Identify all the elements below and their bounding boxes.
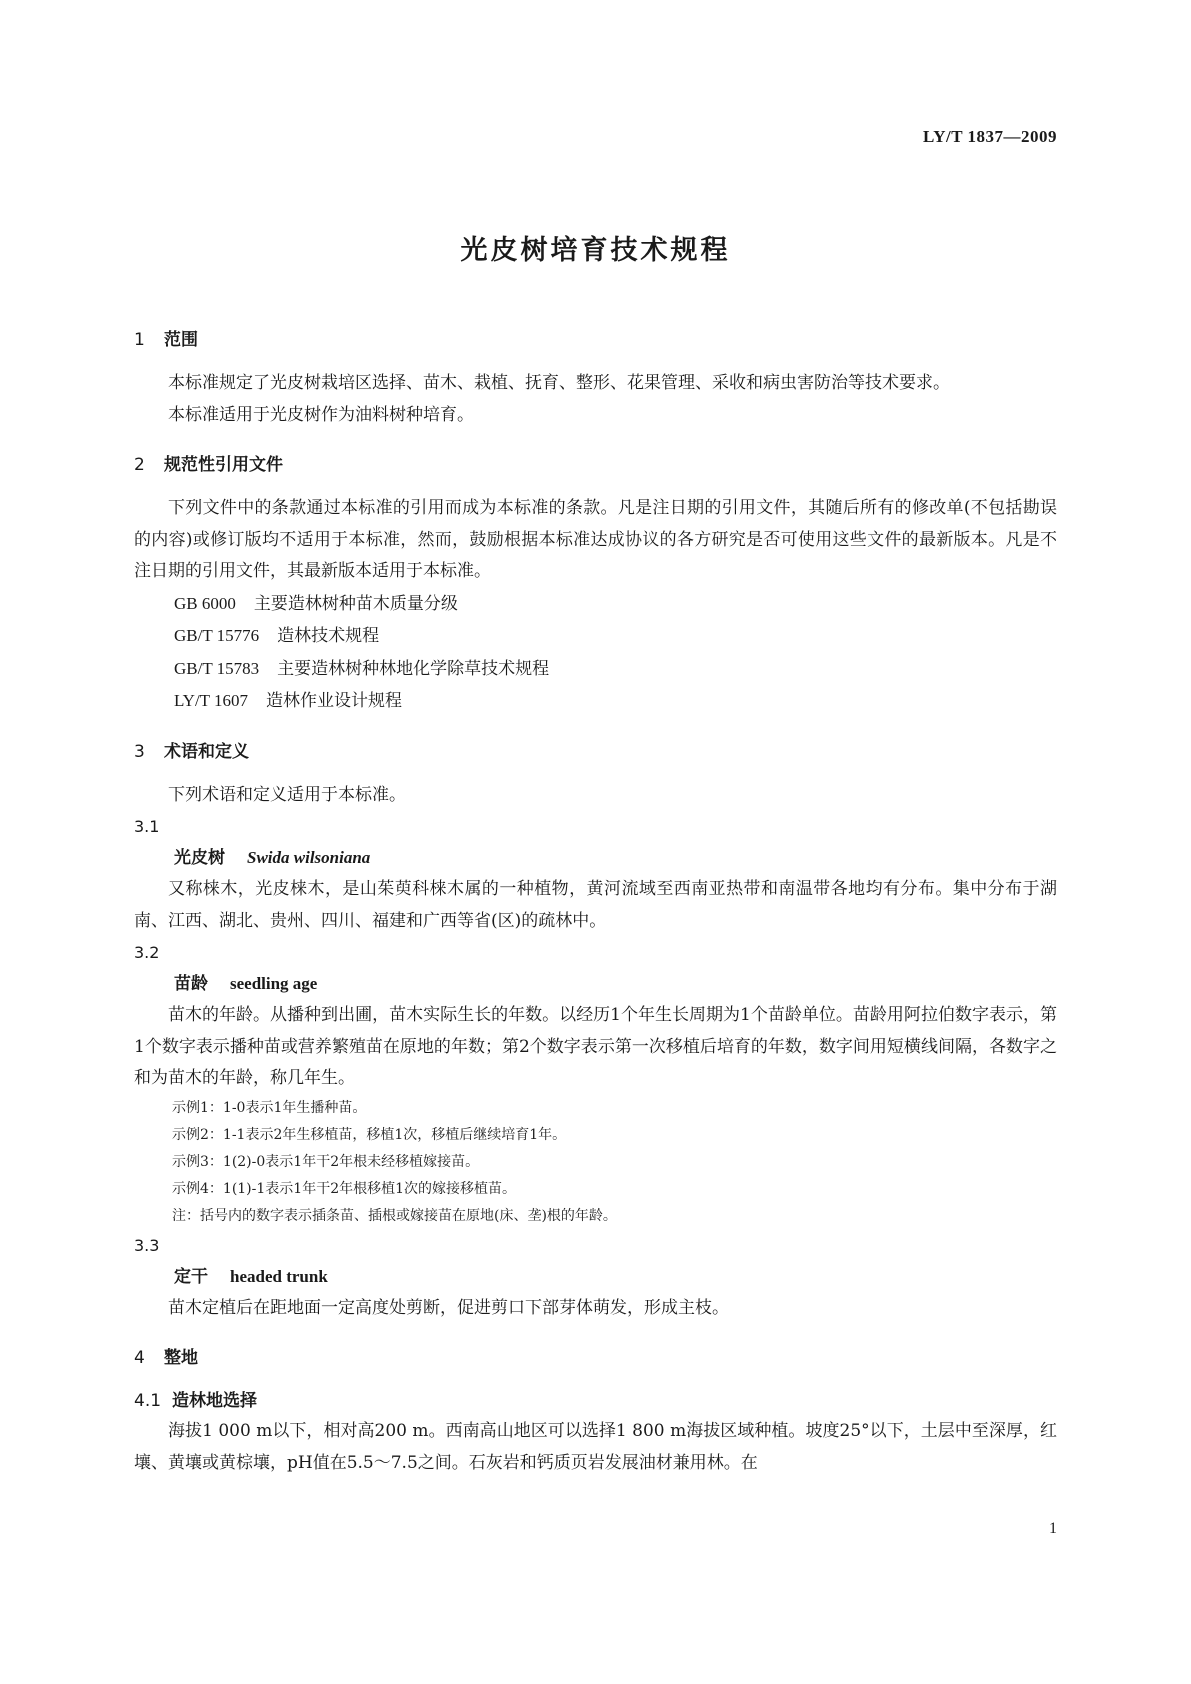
reference-item [134,588,1057,621]
term-definition: 苗木定植后在距地面一定高度处剪断，促进剪口下部芽体萌发，形成主枝。 [168,1297,729,1318]
reference-code: GB/T 15783 [174,658,260,678]
reference-item [134,685,1057,718]
reference-code: GB/T 15776 [174,626,260,645]
paragraph: 本标准规定了光皮树栽培区选择、苗木、栽植、抚育、整形、花果管理、采收和病虫害防治等技术要求。 [168,373,950,393]
section-number: 1 [134,330,145,350]
subsection-number: 4.1 [134,1391,162,1411]
section-title: 范围 [164,330,198,350]
term-english: headed trunk [230,1266,328,1286]
term-number: 3.3 [134,1235,160,1255]
paragraph: 海拔1 000 m以下，相对高200 m。西南高山地区可以选择1 800 m海拔区域种植。坡度25°以下，土层中至深厚，红壤、黄壤或黄棕壤，pH值在5.5～7.5之间。石灰岩和钙质页岩发展油材兼用林。在 [134,1421,1057,1473]
section-number: 3 [134,741,145,762]
section-heading-1 [134,326,1057,354]
term-number: 3.2 [134,943,160,962]
document-title: 光皮树培育技术规程 [460,235,731,266]
example-line: 示例3：1(2)-0表示1年干2年根未经移植嫁接苗。 [172,1153,480,1170]
term-chinese: 苗龄 [174,974,208,994]
section-number: 2 [134,455,145,475]
section-title: 术语和定义 [164,741,249,762]
term-english: Swida wilsoniana [247,848,371,867]
term-definition: 苗木的年龄。从播种到出圃，苗木实际生长的年数。以经历1个年生长周期为1个苗龄单位。苗龄用阿拉伯数字表示，第1个数字表示播种苗或营养繁殖苗在原地的年数；第2个数字表示第一次移植后培育的年数，数字间用短横线间隔，各数字之和为苗木的年龄，称几年生。 [134,1005,1057,1088]
term-definition: 又称梾木，光皮梾木，是山茱萸科梾木属的一种植物，黄河流域至西南亚热带和南温带各地均有分布。集中分布于湖南、江西、湖北、贵州、四川、福建和广西等省(区)的疏林中。 [134,879,1057,931]
page-number: 1 [1049,1520,1057,1537]
term-chinese: 定干 [174,1266,208,1287]
reference-code: GB 6000 [174,593,236,613]
reference-title: 主要造林树种林地化学除草技术规程 [277,658,550,679]
reference-code: LY/T 1607 [174,691,249,710]
reference-item [134,620,1057,653]
section-heading-2 [134,451,1057,479]
term-entry [134,842,1057,874]
subsection-title: 造林地选择 [172,1391,257,1411]
section-title: 整地 [164,1348,198,1368]
section-title: 规范性引用文件 [164,455,283,475]
term-entry [134,1261,1057,1293]
section-heading-3 [134,738,1057,766]
term-english: seedling age [230,974,318,993]
reference-title: 造林作业设计规程 [266,691,403,711]
term-entry [134,968,1057,1000]
note-line: 注：括号内的数字表示插条苗、插根或嫁接苗在原地(床、垄)根的年龄。 [172,1207,617,1224]
term-number: 3.1 [134,817,160,836]
term-chinese: 光皮树 [174,848,225,868]
paragraph: 本标准适用于光皮树作为油料树种培育。 [168,404,474,425]
example-line: 示例2：1-1表示2年生移植苗，移植1次，移植后继续培育1年。 [172,1126,567,1143]
section-number: 4 [134,1348,145,1368]
reference-title: 主要造林树种苗木质量分级 [253,593,458,614]
document-body [134,326,1057,1479]
standard-code: LY/T 1837—2009 [922,127,1057,146]
subsection-heading-4-1 [134,1386,1057,1416]
paragraph: 下列文件中的条款通过本标准的引用而成为本标准的条款。凡是注日期的引用文件，其随后所有的修改单(不包括勘误的内容)或修订版均不适用于本标准，然而，鼓励根据本标准达成协议的各方研究是否可使用这些文件的最新版本。凡是不注日期的引用文件，其最新版本适用于本标准。 [134,498,1057,581]
paragraph: 下列术语和定义适用于本标准。 [168,784,406,805]
section-heading-4 [134,1344,1057,1372]
reference-item [134,653,1057,686]
example-line: 示例4：1(1)-1表示1年干2年根移植1次的嫁接移植苗。 [172,1180,517,1197]
example-line: 示例1：1-0表示1年生播种苗。 [172,1099,367,1116]
reference-title: 造林技术规程 [277,626,380,646]
